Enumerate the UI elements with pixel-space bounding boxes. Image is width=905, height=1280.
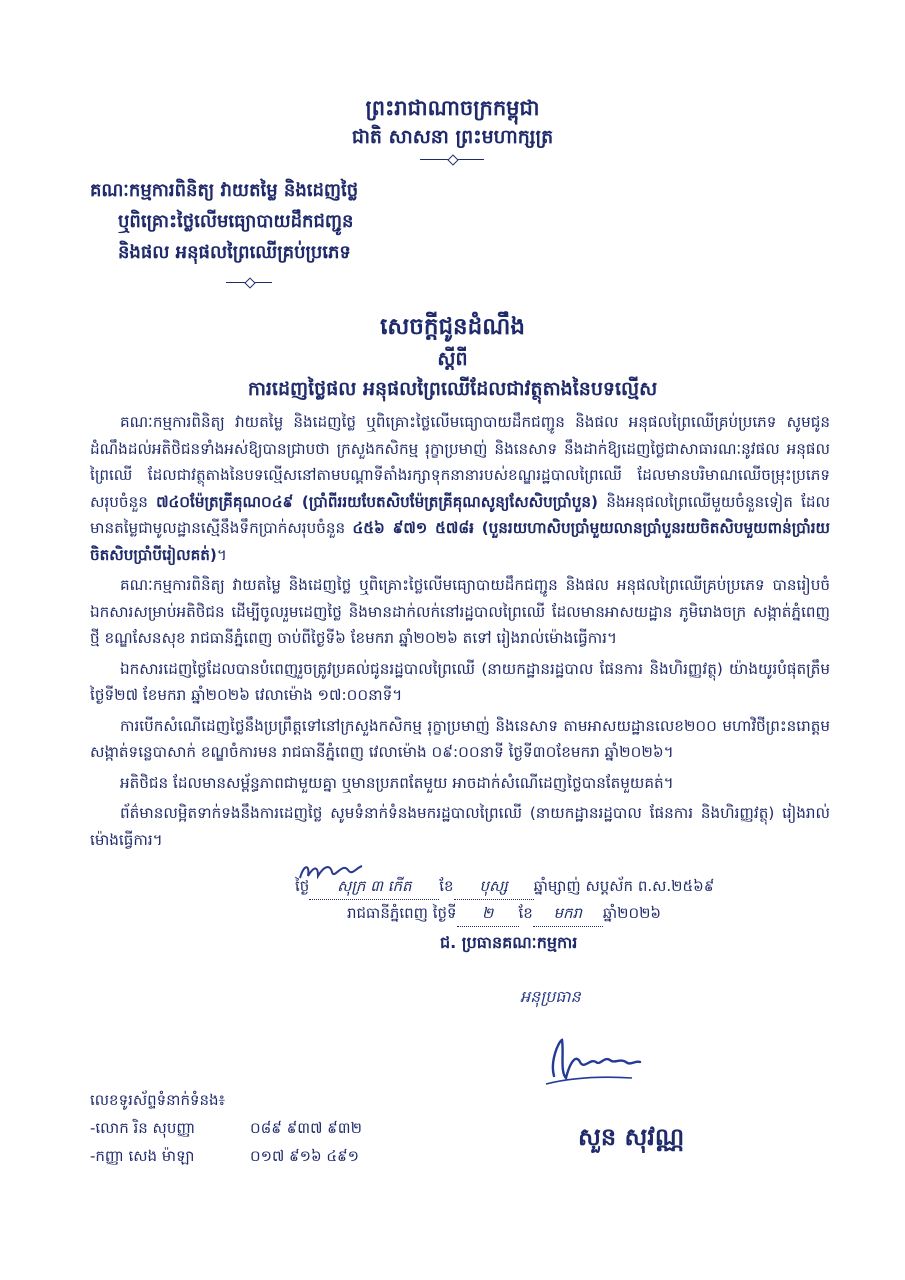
- paragraph-3: ឯកសារដេញថ្លៃដែលបានបំពេញរួចត្រូវប្រគល់ជូនរដ្ឋបាលព្រៃឈើ (នាយកដ្ឋានរដ្ឋបាល ផែនការ និងហិរញ្ញវត្ថុ) យ៉ាងយូរបំផុតត្រឹមថ្ងៃទី២៧ ខែមករា ឆ្នាំ២០២៦ វេលាម៉ោង ១៧:០០នាទី។: [90, 659, 830, 704]
- contact-name: -លោក រិន សុបញ្ញា: [90, 1119, 196, 1137]
- ornament-divider-top: [420, 159, 484, 160]
- contact-phone: ០៨៩ ៩៣៧ ៩៣២: [250, 1119, 362, 1137]
- committee-line-2: ឬពិគ្រោះថ្លៃលើមធ្យោបាយដឹកជញ្ជូន: [118, 211, 354, 232]
- paragraph-1-end: ។: [216, 545, 227, 564]
- lunar-month-handwritten: បុស្ស: [454, 873, 534, 900]
- solar-date: [295, 900, 840, 927]
- day-handwritten: ២: [457, 900, 519, 927]
- contacts-block: [90, 1086, 362, 1170]
- wood-volume: ៧៤០ម៉ែត្រគ្រីគុណ០៤៩ (ប្រាំពីររយបែតសិបម៉ែត្រគ្រីគុណសូន្យសែសិបប្រាំបួន): [156, 492, 598, 511]
- notice-title: សេចក្តីជូនដំណឹង: [380, 314, 525, 340]
- contact-row: [90, 1142, 362, 1170]
- paragraph-4: ការបើកសំណើដេញថ្លៃនឹងប្រព្រឹត្តទៅនៅក្រសួងកសិកម្ម រុក្ខាប្រមាញ់ និងនេសាទ តាមអាសយដ្ឋានលេខ២០០ មហាវិថីព្រះនរោត្តម សង្កាត់ទន្លេបាសាក់ ខណ្ឌចំការមន រាជធានីភ្នំពេញ វេលាម៉ោង ០៩:០០នាទី ថ្ងៃទី៣០ខែមករា ឆ្នាំ២០២៦។: [90, 716, 830, 761]
- role-handwritten: អនុប្រធាន: [520, 987, 581, 1006]
- city-date-prefix: រាជធានីភ្នំពេញ ថ្ងៃទី: [347, 904, 457, 922]
- paragraph-1: [90, 409, 830, 568]
- lunar-year: ឆ្នាំម្សាញ់ សប្តស័ក ព.ស.២៥៦៩: [533, 877, 715, 895]
- committee-line-3: និងផល អនុផលព្រៃឈើគ្រប់ប្រភេទ: [118, 242, 351, 263]
- national-motto: ជាតិ សាសនា ព្រះមហាក្សត្រ: [351, 126, 554, 148]
- committee-name: [90, 175, 358, 268]
- committee-line-1: គណៈកម្មការពិនិត្យ វាយតម្លៃ និងដេញថ្លៃ: [90, 180, 359, 201]
- contact-phone: ០១៧ ៩១៦ ៤៩១: [250, 1147, 359, 1165]
- notice-about: ស្តីពី: [437, 348, 468, 370]
- kingdom-heading: ព្រះរាជាណាចក្រកម្ពុជា: [365, 96, 540, 120]
- on-behalf-chair: ជ. ប្រធានគណៈកម្មការ: [440, 933, 578, 952]
- paragraph-2: គណៈកម្មការពិនិត្យ វាយតម្លៃ និងដេញថ្លៃ ឬពិគ្រោះថ្លៃលើមធ្យោបាយដឹកជញ្ជូន និងផល អនុផលព្រៃឈើគ្រប់ប្រភេទ បានរៀបចំឯកសារសម្រាប់អតិថិជន ដើម្បីចូលរួមដេញថ្លៃ និងមានដាក់លក់នៅរដ្ឋបាលព្រៃឈើ ដែលមានអាសយដ្ឋាន ភូមិរោងចក្រ សង្កាត់ភ្នំពេញថ្មី ខណ្ឌសែនសុខ រាជធានីភ្នំពេញ ចាប់ពីថ្ងៃទី៦ ខែមករា ឆ្នាំ២០២៦ តទៅ រៀងរាល់ម៉ោងធ្វើការ។: [90, 576, 830, 647]
- signature: [540, 1032, 650, 1092]
- year: ឆ្នាំ២០២៦: [602, 904, 662, 922]
- date-line: [295, 873, 840, 927]
- notice-subject: ការដេញថ្លៃផល អនុផលព្រៃឈើដែលជាវត្ថុតាងនៃបទល្មើស: [247, 378, 658, 400]
- paragraph-1-mid: និងអនុផលព្រៃឈើមួយចំនួនទៀត ដែលមានតម្លៃជាមូលដ្ឋានស្មើនឹងទឹកប្រាក់សរុបចំនួន: [90, 492, 830, 537]
- lunar-day-handwritten: សុក្រ ៣ កើត: [309, 873, 439, 900]
- month-handwritten: មករា: [533, 900, 603, 927]
- lunar-month-prefix: ខែ: [439, 877, 454, 895]
- contacts-heading: លេខទូរស័ព្ទទំនាក់ទំនង៖: [90, 1091, 226, 1109]
- signer-name: សួន សុវណ្ណ: [578, 1123, 685, 1151]
- lunar-date: [295, 873, 840, 900]
- month-prefix: ខែ: [518, 904, 533, 922]
- base-price: ៤៥៦ ៩៧១ ៥៧៨៛ (បួនរយហាសិបប្រាំមួយលានប្រាំបួនរយចិតសិបមួយពាន់ប្រាំរយចិតសិបប្រាំបីរៀលគត់): [90, 519, 830, 564]
- contact-row: [90, 1114, 362, 1142]
- paragraph-1-text: គណៈកម្មការពិនិត្យ វាយតម្លៃ និងដេញថ្លៃ ឬពិគ្រោះថ្លៃលើមធ្យោបាយដឹកជញ្ជូន និងផល អនុផលព្រៃឈើគ្រប់ប្រភេទ សូមជូនដំណឹងដល់អតិថិជនទាំងអស់ឱ្យបានជ្រាបថា ក្រសួងកសិកម្ម រុក្ខាប្រមាញ់ និងនេសាទ នឹងដាក់ឱ្យដេញថ្លៃជាសាធារណៈនូវផល អនុផលព្រៃឈើ ដែលជាវត្ថុតាងនៃបទល្មើសនៅតាមបណ្តាទីតាំងរក្សាទុកនានារបស់ខណ្ឌរដ្ឋបាលព្រៃឈើ ដែលមានបរិមាណឈើចម្រុះប្រភេទសរុបចំនួន: [90, 413, 830, 511]
- lunar-day-prefix: ថ្ងៃ: [295, 877, 310, 895]
- contact-name: -កញ្ញា សេង ម៉ាឡា: [90, 1147, 195, 1165]
- notice-body: [90, 409, 830, 853]
- paragraph-6: ព័ត៌មានលម្អិតទាក់ទងនឹងការដេញថ្លៃ សូមទំនាក់ទំនងមករដ្ឋបាលព្រៃឈើ (នាយកដ្ឋានរដ្ឋបាល ផែនការ និងហិរញ្ញវត្ថុ) រៀងរាល់ម៉ោងធ្វើការ។: [90, 804, 830, 849]
- paragraph-5: អតិថិជន ដែលមានសម្ព័ន្ធភាពជាមួយគ្នា ឬមានប្រភពតែមួយ អាចដាក់សំណើដេញថ្លៃបានតែមួយគត់។: [120, 773, 674, 792]
- ornament-divider-committee: [226, 282, 272, 283]
